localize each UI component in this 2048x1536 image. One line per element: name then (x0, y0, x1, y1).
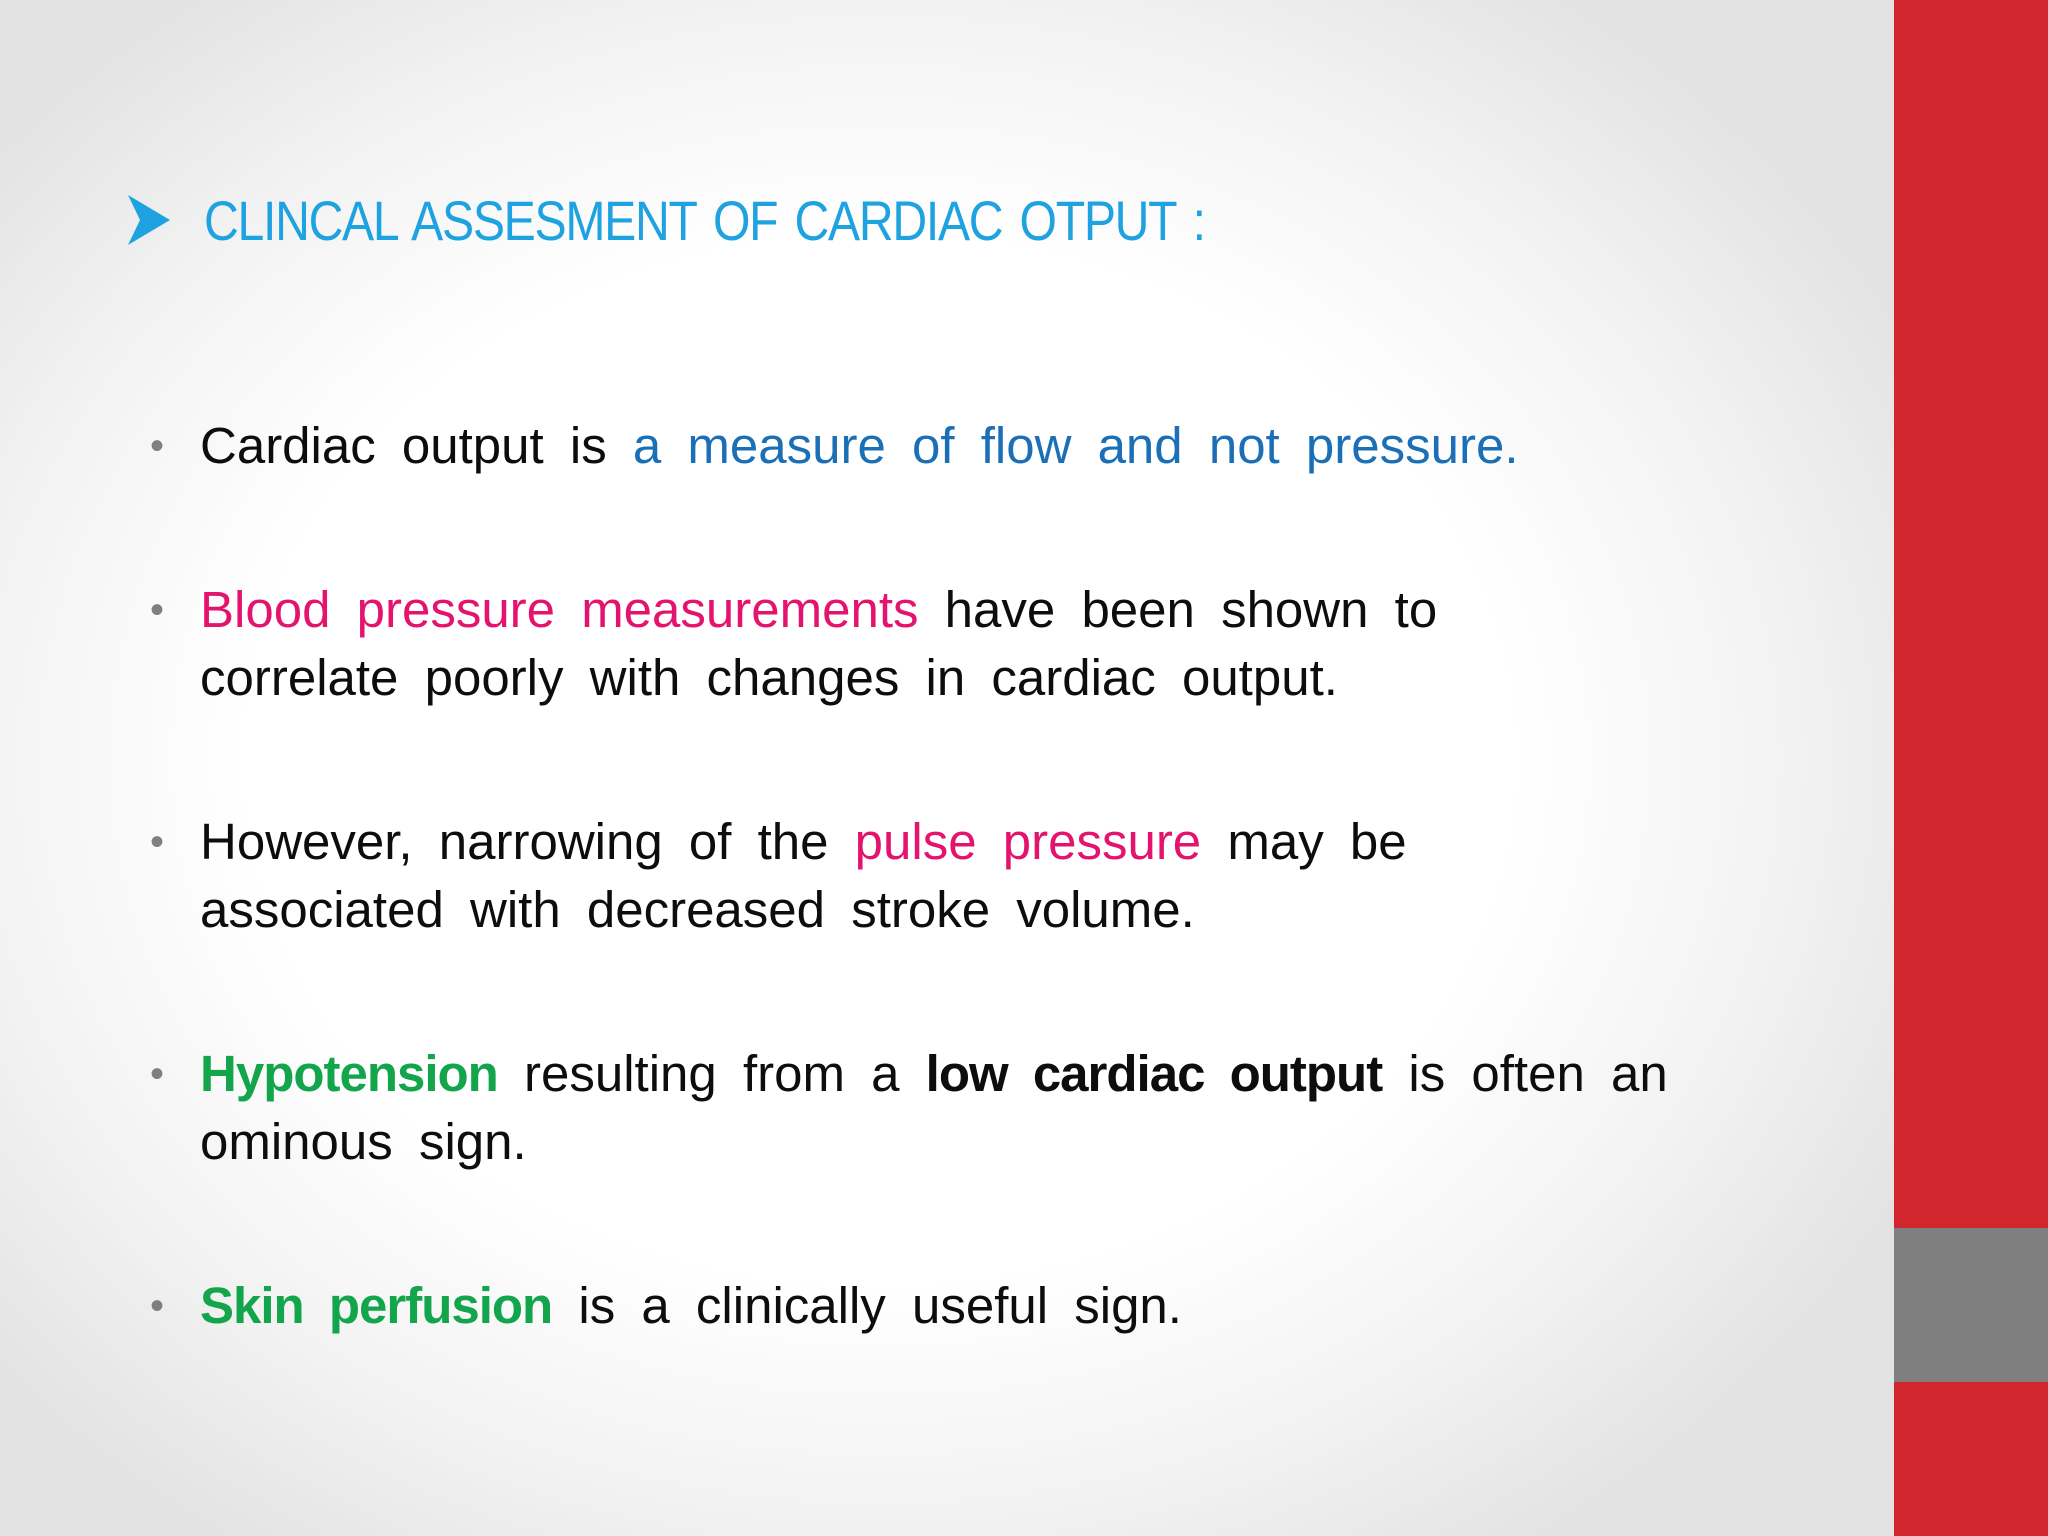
bullet-item (140, 576, 1640, 712)
arrowhead-bullet-icon (126, 193, 172, 247)
bullet-text: However, narrowing of the (200, 813, 855, 870)
bullet-text: is often an ominous sign. (200, 1045, 1668, 1170)
bullet-item (140, 1040, 1860, 1176)
bullet-list (140, 412, 1800, 1340)
bullet-text: may be associated with decreased stroke volume. (200, 813, 1407, 938)
bullet-highlight: pulse pressure (854, 813, 1202, 870)
bullet-highlight: Blood pressure measurements (200, 581, 919, 638)
bullet-item (140, 412, 1760, 480)
bullet-dot-icon: • (150, 588, 165, 632)
bullet-item (140, 808, 1640, 944)
bullet-text: resulting from a (497, 1045, 926, 1102)
bullet-item (140, 1272, 1760, 1340)
bullet-highlight: a measure of flow and not pressure. (632, 417, 1519, 474)
bullet-text: have been shown to correlate poorly with changes in cardiac output. (200, 581, 1438, 706)
bullet-emphasis: low cardiac output (925, 1045, 1383, 1102)
bullet-text: is a clinically useful sign. (552, 1277, 1182, 1334)
bullet-highlight: Skin perfusion (200, 1277, 553, 1334)
bullet-dot-icon: • (150, 424, 165, 468)
slide-title: CLINCAL ASSESMENT OF CARDIAC OTPUT : (204, 188, 1205, 252)
bullet-dot-icon: • (150, 1284, 165, 1328)
bullet-dot-icon: • (150, 820, 165, 864)
bullet-dot-icon: • (150, 1052, 165, 1096)
bullet-highlight: Hypotension (200, 1045, 498, 1102)
slide-title-row (126, 180, 1368, 260)
sidebar-gray-band (1894, 1228, 2048, 1382)
bullet-text: Cardiac output is (200, 417, 633, 474)
